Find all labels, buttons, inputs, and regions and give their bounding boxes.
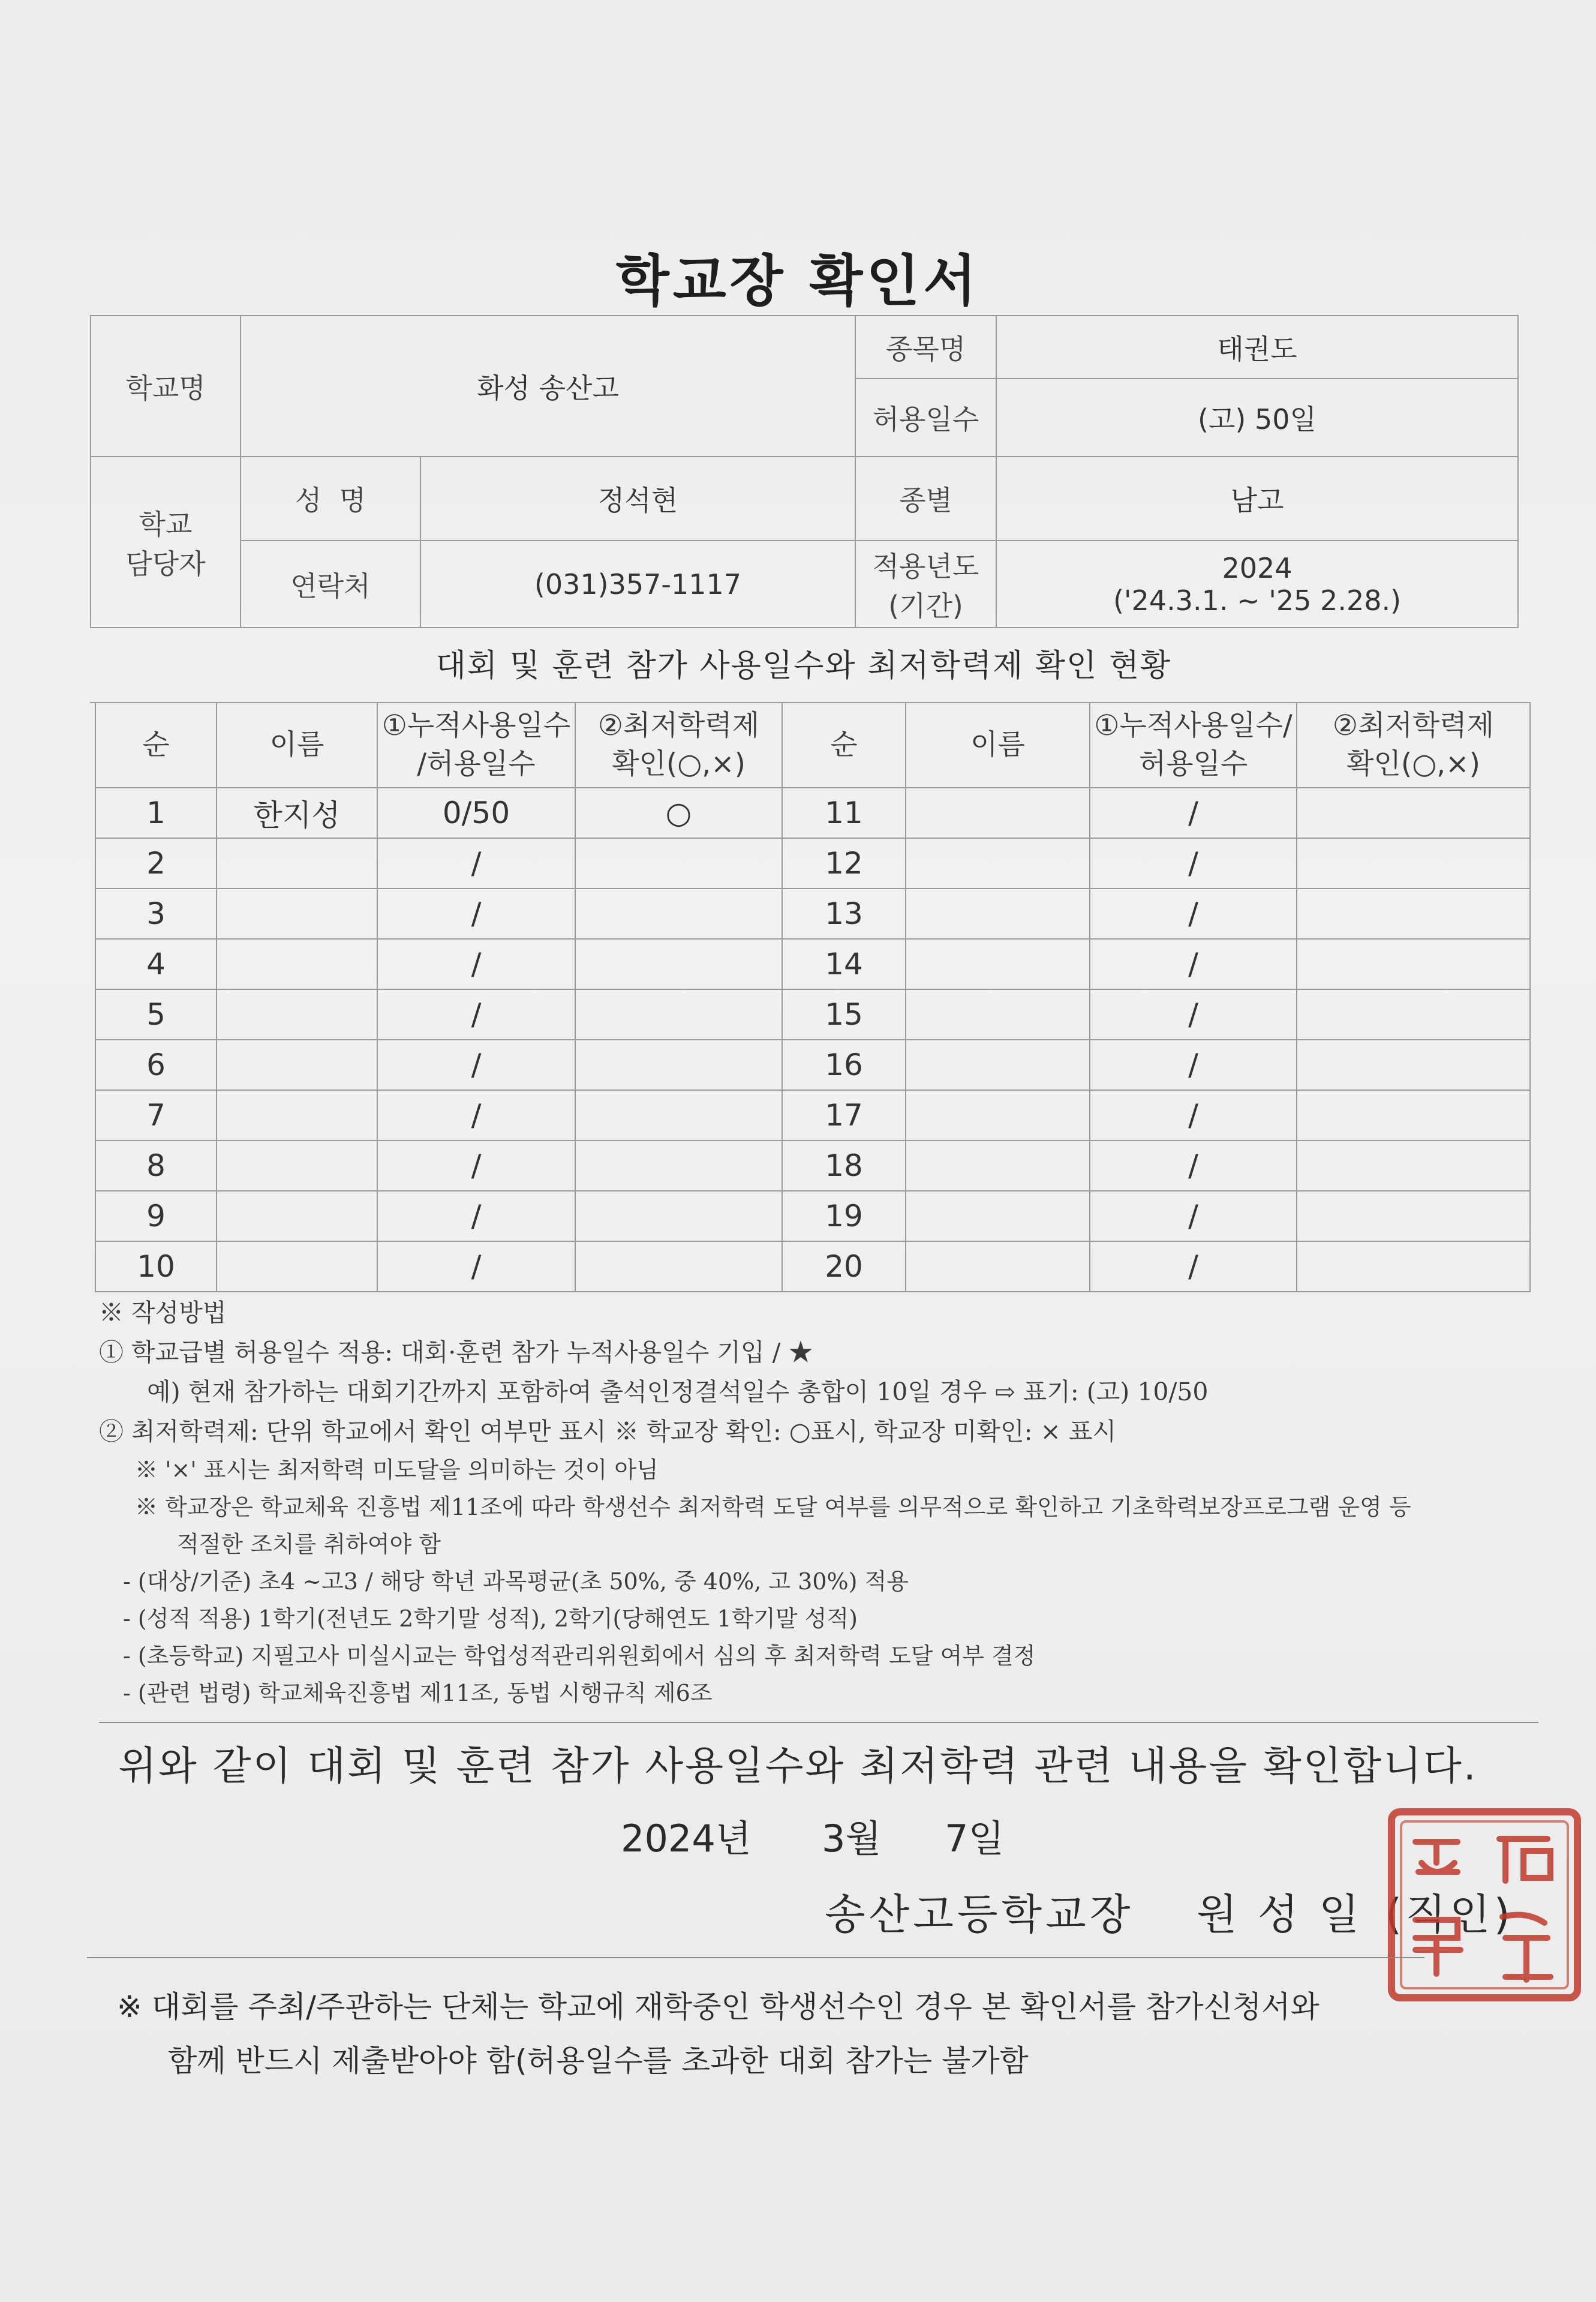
cell-l-days: / — [377, 1191, 575, 1241]
cell-l-name — [217, 989, 377, 1040]
cell-l-no: 1 — [95, 788, 217, 838]
table-row — [95, 838, 1530, 889]
cell-l-name — [217, 1241, 377, 1292]
cell-l-name — [217, 1191, 377, 1241]
table-row — [95, 1141, 1530, 1191]
cell-r-name — [906, 1090, 1090, 1141]
official-seal-icon — [1385, 1806, 1583, 2004]
cell-r-check — [1297, 939, 1530, 989]
table-row — [95, 939, 1530, 989]
cell-r-check — [1297, 889, 1530, 939]
note-1: ① 학교급별 허용일수 적용: 대회·훈련 참가 누적사용일수 기입 / ★ — [99, 1338, 813, 1367]
date-day: 7일 — [945, 1817, 1005, 1860]
cell-r-no: 19 — [782, 1191, 906, 1241]
sport-label: 종목명 — [855, 316, 996, 379]
cell-l-days: / — [377, 989, 575, 1040]
cell-l-days: / — [377, 1141, 575, 1191]
allowed-days-label: 허용일수 — [855, 379, 996, 457]
cell-l-check — [575, 1040, 782, 1090]
cell-r-name — [906, 1040, 1090, 1090]
cell-l-no: 9 — [95, 1191, 217, 1241]
cell-l-days: / — [377, 1090, 575, 1141]
cell-l-days: 0/50 — [377, 788, 575, 838]
cell-l-check — [575, 989, 782, 1040]
table-row — [95, 1191, 1530, 1241]
cell-r-check — [1297, 1141, 1530, 1191]
cell-l-days: / — [377, 939, 575, 989]
cell-l-name — [217, 939, 377, 989]
gender-value: 남고 — [996, 457, 1518, 541]
cell-l-no: 3 — [95, 889, 217, 939]
col-check-right — [1297, 703, 1530, 788]
cell-r-check — [1297, 838, 1530, 889]
col-days-left-line1: ①누적사용일수 — [381, 709, 571, 742]
year-value: 2024 — [1222, 551, 1293, 584]
cell-l-days: / — [377, 1241, 575, 1292]
note-2-b-cont: 적절한 조치를 취하여야 함 — [177, 1531, 441, 1557]
cell-r-days: / — [1090, 838, 1297, 889]
year-value-cell — [996, 541, 1518, 628]
cell-r-name — [906, 989, 1090, 1040]
cell-r-name — [906, 939, 1090, 989]
cell-r-days: / — [1090, 1040, 1297, 1090]
cell-r-days: / — [1090, 788, 1297, 838]
cell-l-check — [575, 838, 782, 889]
cell-l-name — [217, 1090, 377, 1141]
col-name-left: 이름 — [217, 703, 377, 788]
school-name-label: 학교명 — [91, 316, 241, 457]
school-info-table — [90, 315, 1519, 628]
cell-r-days: / — [1090, 1090, 1297, 1141]
cell-r-check — [1297, 1090, 1530, 1141]
table-row — [95, 1241, 1530, 1292]
date-month: 3월 — [822, 1817, 882, 1860]
cell-r-check — [1297, 989, 1530, 1040]
cell-l-check — [575, 939, 782, 989]
year-label-line2: (기간) — [888, 589, 963, 622]
cell-l-no: 10 — [95, 1241, 217, 1292]
year-label — [855, 541, 996, 628]
col-check-left — [575, 703, 782, 788]
roster-table — [95, 702, 1531, 1292]
table-row — [95, 889, 1530, 939]
contact-value: (031)357-1117 — [420, 541, 855, 628]
principal-title: 송산고등학교장 — [825, 1890, 1134, 1939]
cell-l-name — [217, 1141, 377, 1191]
cell-r-name — [906, 1191, 1090, 1241]
submission-footnote — [117, 1980, 1544, 2088]
writing-instructions — [99, 1293, 1538, 1712]
cell-r-no: 11 — [782, 788, 906, 838]
cell-l-no: 5 — [95, 989, 217, 1040]
col-days-right — [1090, 703, 1297, 788]
cell-l-check — [575, 1191, 782, 1241]
cell-l-no: 8 — [95, 1141, 217, 1191]
cell-r-no: 14 — [782, 939, 906, 989]
cell-r-check — [1297, 1040, 1530, 1090]
cell-l-check — [575, 1141, 782, 1191]
cell-r-days: / — [1090, 1191, 1297, 1241]
col-check-right-line1: ②최저학력제 — [1332, 709, 1495, 742]
cell-l-check: ○ — [575, 788, 782, 838]
contact-label: 연락처 — [241, 541, 420, 628]
detail-2: - (성적 적용) 1학기(전년도 2학기말 성적), 2학기(당해연도 1학기말 성적) — [123, 1605, 858, 1632]
cell-r-days: / — [1090, 1141, 1297, 1191]
cell-l-days: / — [377, 889, 575, 939]
table-title: 대회 및 훈련 참가 사용일수와 최저학력제 확인 현황 — [90, 630, 1517, 703]
cell-r-name — [906, 1241, 1090, 1292]
school-name-value: 화성 송산고 — [241, 316, 855, 457]
cell-l-no: 6 — [95, 1040, 217, 1090]
footnote-line-2: 함께 반드시 제출받아야 함(허용일수를 초과한 대회 참가는 불가함 — [168, 2043, 1029, 2078]
cell-r-no: 16 — [782, 1040, 906, 1090]
detail-1: - (대상/기준) 초4 ~고3 / 해당 학년 과목평균(초 50%, 중 40%, 고 30%) 적용 — [123, 1568, 909, 1595]
cell-r-no: 12 — [782, 838, 906, 889]
cell-r-no: 13 — [782, 889, 906, 939]
sport-value: 태권도 — [996, 316, 1518, 379]
manager-label-line2: 담당자 — [125, 547, 206, 580]
cell-r-check — [1297, 1241, 1530, 1292]
footnote-line-1: ※ 대회를 주최/주관하는 단체는 학교에 재학중인 학생선수인 경우 본 확인서를 참가신청서와 — [117, 1989, 1320, 2024]
detail-4: - (관련 법령) 학교체육진흥법 제11조, 동법 시행규칙 제6조 — [123, 1680, 713, 1706]
cell-r-name — [906, 889, 1090, 939]
col-name-right: 이름 — [906, 703, 1090, 788]
note-2-b: ※ 학교장은 학교체육 진흥법 제11조에 따라 학생선수 최저학력 도달 여부를 의무적으로 확인하고 기초학력보장프로그램 운영 등 — [135, 1494, 1411, 1520]
cell-r-days: / — [1090, 989, 1297, 1040]
cell-l-name: 한지성 — [217, 788, 377, 838]
table-row — [95, 989, 1530, 1040]
cell-r-name — [906, 1141, 1090, 1191]
manager-name-value: 정석현 — [420, 457, 855, 541]
cell-r-name — [906, 788, 1090, 838]
divider-top — [99, 1722, 1538, 1723]
col-days-left-line2: /허용일수 — [417, 748, 536, 781]
col-no-left: 순 — [95, 703, 217, 788]
year-label-line1: 적용년도 — [872, 550, 979, 583]
confirmation-statement: 위와 같이 대회 및 훈련 참가 사용일수와 최저학력 관련 내용을 확인합니다. — [118, 1743, 1478, 1789]
manager-label — [91, 457, 241, 628]
table-row — [95, 788, 1530, 838]
period-value: ('24.3.1. ~ '25 2.28.) — [1113, 584, 1402, 617]
seal-mark-label: (직인) — [1385, 1890, 1514, 1939]
manager-label-line1: 학교 — [139, 508, 193, 541]
roster-header-row — [95, 703, 1530, 788]
col-days-right-line1: ①누적사용일수/ — [1094, 709, 1293, 742]
cell-r-check — [1297, 1191, 1530, 1241]
cell-l-name — [217, 1040, 377, 1090]
cell-l-check — [575, 1090, 782, 1141]
cell-r-days: / — [1090, 889, 1297, 939]
cell-l-check — [575, 1241, 782, 1292]
cell-l-name — [217, 889, 377, 939]
date-year: 2024년 — [621, 1817, 752, 1860]
cell-l-no: 4 — [95, 939, 217, 989]
table-row — [95, 1090, 1530, 1141]
cell-l-name — [217, 838, 377, 889]
col-check-left-line2: 확인(○,×) — [612, 748, 746, 781]
cell-r-no: 17 — [782, 1090, 906, 1141]
cell-l-check — [575, 889, 782, 939]
notes-heading: ※ 작성방법 — [99, 1298, 227, 1327]
col-days-right-line2: 허용일수 — [1138, 748, 1248, 781]
detail-3: - (초등학교) 지필고사 미실시교는 학업성적관리위원회에서 심의 후 최저학력 도달 여부 결정 — [123, 1643, 1036, 1669]
divider-bottom — [87, 1957, 1424, 1958]
cell-r-days: / — [1090, 1241, 1297, 1292]
principal-name: 원 성 일 — [1197, 1890, 1363, 1939]
cell-r-no: 15 — [782, 989, 906, 1040]
table-row — [95, 1040, 1530, 1090]
cell-l-no: 7 — [95, 1090, 217, 1141]
document-title: 학교장 확인서 — [615, 249, 981, 313]
cell-r-days: / — [1090, 939, 1297, 989]
cell-l-days: / — [377, 1040, 575, 1090]
manager-name-label: 성 명 — [241, 457, 420, 541]
cell-l-no: 2 — [95, 838, 217, 889]
col-check-right-line2: 확인(○,×) — [1346, 748, 1480, 781]
allowed-days-value: (고) 50일 — [996, 379, 1518, 457]
cell-l-days: / — [377, 838, 575, 889]
cell-r-no: 20 — [782, 1241, 906, 1292]
note-2-a: ※ '×' 표시는 최저학력 미도달을 의미하는 것이 아님 — [135, 1457, 659, 1483]
gender-label: 종별 — [855, 457, 996, 541]
note-2: ② 최저학력제: 단위 학교에서 확인 여부만 표시 ※ 학교장 확인: ○표시, 학교장 미확인: × 표시 — [99, 1417, 1117, 1446]
col-check-left-line1: ②최저학력제 — [597, 709, 760, 742]
cell-r-name — [906, 838, 1090, 889]
col-no-right: 순 — [782, 703, 906, 788]
col-days-left — [377, 703, 575, 788]
note-1-example: 예) 현재 참가하는 대회기간까지 포함하여 출석인정결석일수 총합이 10일 경우 ⇨ 표기: (고) 10/50 — [147, 1377, 1209, 1406]
cell-r-no: 18 — [782, 1141, 906, 1191]
cell-r-check — [1297, 788, 1530, 838]
